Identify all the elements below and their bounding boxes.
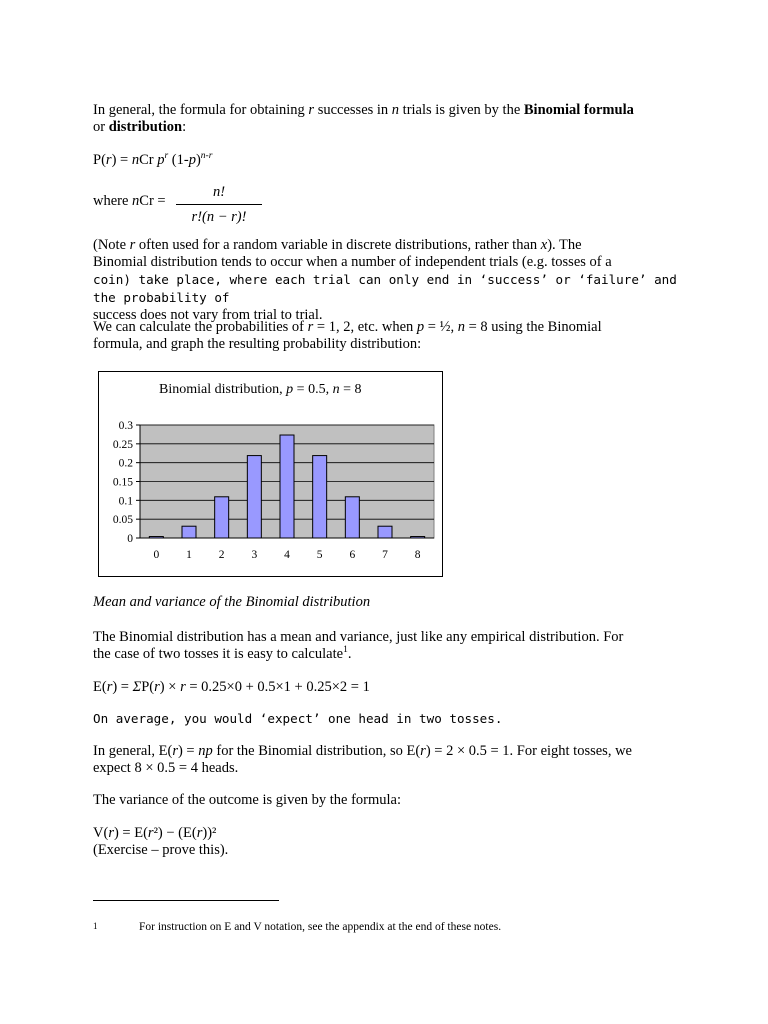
text: ) = E( [113, 825, 148, 841]
text: r [154, 679, 160, 695]
text: r [129, 237, 136, 253]
text: the case of two tosses it is easy to calculate [93, 646, 344, 662]
bar [247, 456, 261, 538]
x-tick-label: 3 [251, 549, 258, 561]
text: The Binomial distribution has a mean and variance, just like any empirical distribution. For [93, 629, 624, 645]
footnote-text: For instruction on E and V notation, see the appendix at the end of these notes. [139, 921, 502, 933]
text: n-r [200, 151, 213, 161]
text: (1- [168, 152, 189, 168]
fraction-numerator: n! [212, 184, 226, 200]
intro-paragraph [93, 102, 683, 136]
text: ²) − (E( [153, 825, 197, 841]
text: r [308, 102, 315, 118]
text: Binomial distribution tends to occur when a number of independent trials (e.g. tosses of a [93, 254, 612, 270]
footnote-mark: 1 [93, 921, 98, 931]
text: n [457, 319, 465, 335]
text: (Note [93, 237, 130, 253]
bar [313, 456, 327, 538]
text: P( [141, 679, 155, 695]
note-paragraph [93, 237, 683, 324]
text: p [188, 152, 196, 168]
text: ) × [159, 679, 181, 695]
y-tick-label: 0.1 [118, 495, 133, 508]
y-tick-label: 0.25 [112, 438, 133, 451]
text: distribution [108, 119, 183, 135]
expectation-formula [93, 679, 683, 696]
x-tick-label: 6 [349, 549, 356, 561]
binomial-chart [98, 371, 443, 577]
text: trials is given by the [399, 102, 524, 118]
text: P( [93, 152, 106, 168]
text: We can calculate the probabilities of [93, 319, 308, 335]
binomial-formula [93, 152, 683, 169]
text: V( [93, 825, 109, 841]
bar [345, 497, 359, 538]
footnote-ref: 1 [343, 645, 348, 655]
text: p [157, 152, 165, 168]
text: r [164, 151, 169, 161]
text: where [93, 193, 133, 209]
bar [378, 526, 392, 538]
x-tick-label: 5 [316, 549, 323, 561]
text: = ½, [424, 319, 458, 335]
bar [215, 497, 229, 538]
y-tick-label: 0 [127, 533, 133, 545]
text: = 8 using the Binomial [464, 319, 602, 335]
text: expect 8 × 0.5 = 4 heads. [93, 760, 239, 776]
text: ) [195, 152, 201, 168]
y-tick-label: 0.3 [118, 420, 133, 432]
text: r [172, 743, 178, 759]
fraction-bar [176, 204, 262, 205]
text: r [108, 825, 114, 841]
text: often used for a random variable in discrete distributions, rather than [135, 237, 541, 253]
text: = 1, 2, etc. when [313, 319, 417, 335]
variance-formula [93, 825, 683, 859]
calculate-paragraph [93, 319, 683, 353]
text: n [131, 152, 140, 168]
x-tick-label: 0 [153, 549, 160, 561]
text: r [105, 152, 112, 168]
text: ) = 2 × 0.5 = 1. For eight tosses, we [425, 743, 632, 759]
text: success does not vary from trial to trial. [93, 307, 323, 323]
text: ) = [177, 743, 199, 759]
x-tick-label: 7 [382, 549, 388, 561]
text: r [147, 825, 154, 841]
bar [411, 537, 425, 538]
text: p [416, 319, 425, 335]
text: formula, and graph the resulting probability distribution: [93, 336, 422, 352]
text: r [106, 679, 113, 695]
variance-intro: The variance of the outcome is given by the formula: [93, 792, 402, 808]
text: r [307, 319, 314, 335]
y-tick-label: 0.05 [112, 514, 133, 527]
text: n [391, 102, 400, 118]
text: or [93, 119, 109, 135]
text: coin) take place, where each trial can only end in ‘success’ or ‘failure’ and the probability of [93, 272, 677, 305]
fraction-denominator: r!(n − r)! [191, 209, 247, 225]
chart-svg [99, 372, 442, 576]
x-tick-label: 1 [186, 549, 192, 561]
text: In general, E( [93, 743, 173, 759]
text: . [347, 646, 352, 662]
bar [182, 526, 196, 538]
mean-variance-paragraph [93, 629, 683, 663]
text: successes in [314, 102, 392, 118]
section-heading: Mean and variance of the Binomial distribution [93, 594, 371, 610]
text: Σ [132, 679, 142, 695]
text: Cr = [139, 193, 166, 209]
average-line: On average, you would ‘expect’ one head in two tosses. [93, 711, 503, 726]
text: : [182, 119, 187, 135]
text: Binomial formula [523, 102, 634, 118]
x-tick-label: 4 [284, 549, 290, 561]
text: ). The [547, 237, 582, 253]
text: ) = [112, 679, 133, 695]
bar [280, 435, 294, 538]
text: Cr [139, 152, 158, 168]
general-paragraph [93, 743, 683, 777]
text: In general, the formula for obtaining [93, 102, 309, 118]
text: r [196, 825, 203, 841]
x-tick-label: 8 [414, 549, 421, 561]
text: n [132, 193, 140, 209]
text: ))² [202, 825, 217, 841]
text: = 0.25×0 + 0.5×1 + 0.25×2 = 1 [185, 679, 370, 695]
text: E( [93, 679, 107, 695]
y-tick-label: 0.2 [118, 457, 133, 470]
text: np [198, 743, 213, 759]
text: (Exercise – prove this). [93, 842, 229, 858]
y-tick-label: 0.15 [112, 476, 133, 489]
text: r [420, 743, 426, 759]
bar [149, 537, 163, 538]
text: ) = [111, 152, 132, 168]
footnote-separator [93, 900, 279, 901]
ncr-fraction [176, 184, 262, 226]
x-tick-label: 2 [218, 549, 225, 561]
text: r [180, 679, 186, 695]
chart-title: Binomial distribution, p = 0.5, n = 8 [159, 382, 362, 397]
text: x [540, 237, 548, 253]
text: for the Binomial distribution, so E( [212, 743, 421, 759]
